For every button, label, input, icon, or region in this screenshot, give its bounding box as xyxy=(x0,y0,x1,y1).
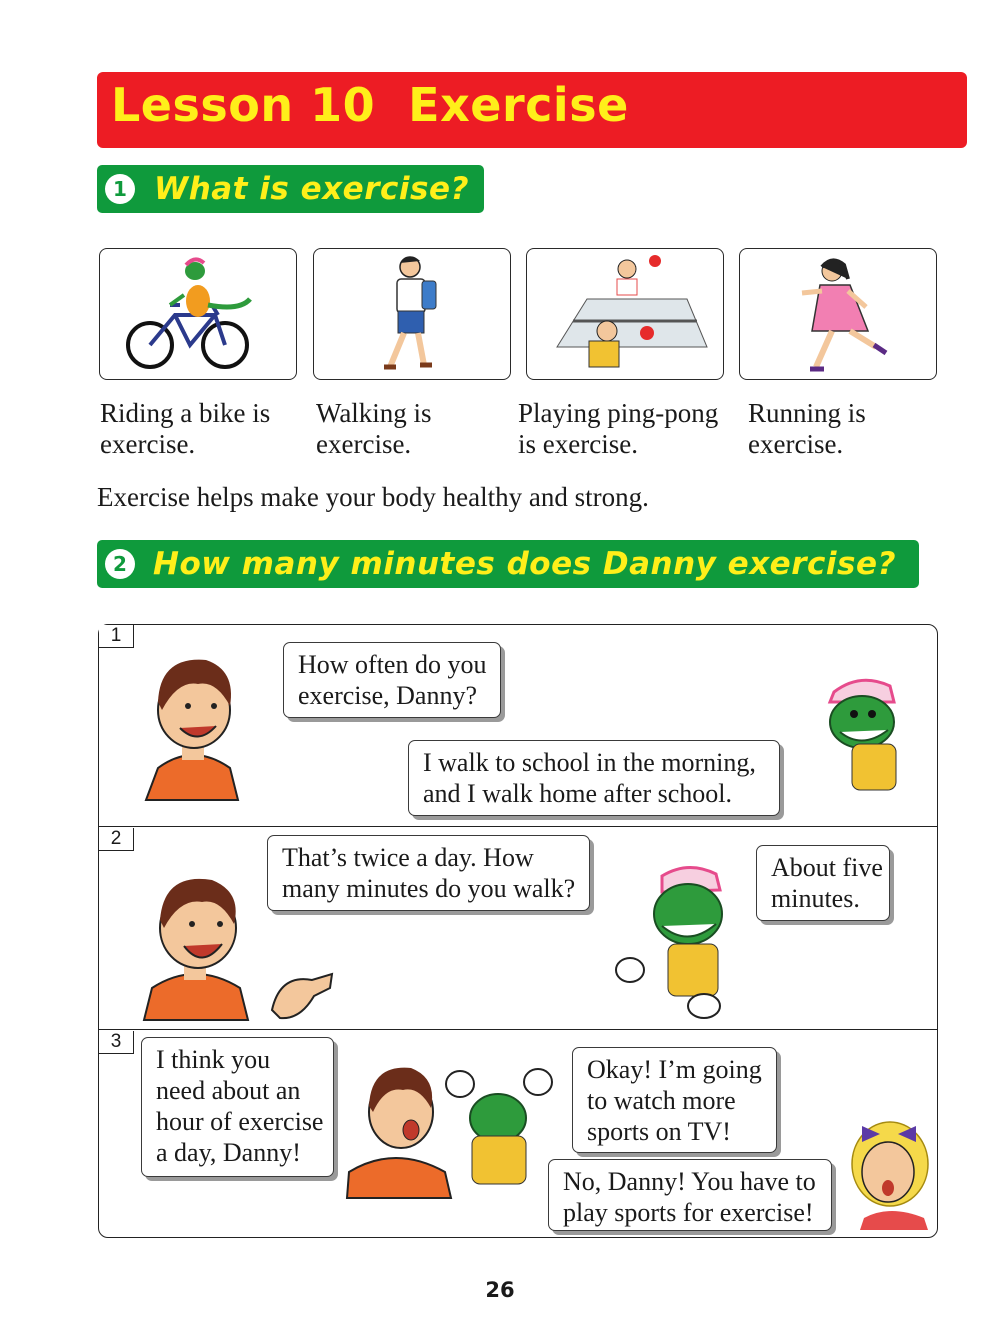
bubble-line: That’s twice a day. How xyxy=(282,843,534,872)
ping-pong-picture xyxy=(526,248,724,380)
bubble-line: and I walk home after school. xyxy=(423,779,733,808)
caption-line: Playing ping-pong xyxy=(518,398,719,428)
section-2-header xyxy=(97,540,919,588)
bubble-line: hour of exercise xyxy=(156,1107,324,1136)
speech-bubble xyxy=(756,845,890,921)
speech-bubble xyxy=(141,1037,334,1177)
bubble-line: play sports for exercise! xyxy=(563,1198,814,1227)
caption-line: Riding a bike is xyxy=(100,398,271,428)
ping-pong-icon xyxy=(527,249,723,379)
caption-line: exercise. xyxy=(316,429,412,459)
bubble-line: minutes. xyxy=(771,884,860,913)
divider xyxy=(98,826,938,827)
bubble-line: many minutes do you walk? xyxy=(282,874,576,903)
section-1-heading: What is exercise? xyxy=(154,171,469,207)
danny-dinosaur-icon xyxy=(612,860,742,1020)
bubble-line: exercise, Danny? xyxy=(298,681,478,710)
panel-number: 3 xyxy=(99,1031,134,1054)
page-number: 26 xyxy=(485,1278,515,1302)
lesson-title: Lesson 10 Exercise xyxy=(111,78,629,132)
walking-picture xyxy=(313,248,511,380)
bubble-line: How often do you xyxy=(298,650,487,679)
speech-bubble xyxy=(267,835,590,911)
speech-bubble xyxy=(408,740,780,816)
panel-number: 1 xyxy=(99,625,134,648)
exercise-sentence: Exercise helps make your body healthy and strong. xyxy=(97,482,649,512)
bubble-line: Okay! I’m going xyxy=(587,1055,762,1084)
bubble-line: sports on TV! xyxy=(587,1117,731,1146)
bike-rider-icon xyxy=(100,249,296,379)
bubble-line: I think you xyxy=(156,1045,271,1074)
caption-line: exercise. xyxy=(100,429,196,459)
bubble-line: I walk to school in the morning, xyxy=(423,748,756,777)
activity-caption-walking xyxy=(316,398,432,460)
activity-caption-bike xyxy=(100,398,270,460)
section-2-number: 2 xyxy=(105,549,135,579)
speech-bubble xyxy=(548,1159,832,1231)
lesson-title-bar xyxy=(97,72,967,148)
activity-caption-ping-pong xyxy=(518,398,718,460)
bubble-line: About five xyxy=(771,853,883,882)
girl-character-icon xyxy=(842,1118,932,1230)
bubble-line: to watch more xyxy=(587,1086,736,1115)
running-picture xyxy=(739,248,937,380)
danny-dinosaur-icon xyxy=(810,672,910,802)
caption-line: is exercise. xyxy=(518,429,638,459)
boy-character-icon xyxy=(138,650,248,805)
bubble-line: need about an xyxy=(156,1076,301,1105)
bubble-line: a day, Danny! xyxy=(156,1138,301,1167)
section-1-number: 1 xyxy=(105,174,135,204)
speech-bubble xyxy=(283,642,501,718)
caption-line: Running is xyxy=(748,398,866,428)
divider xyxy=(98,1029,938,1030)
caption-line: Walking is xyxy=(316,398,432,428)
caption-line: exercise. xyxy=(748,429,844,459)
section-2-heading: How many minutes does Danny exercise? xyxy=(153,546,896,582)
running-girl-icon xyxy=(740,249,936,379)
walking-boy-icon xyxy=(314,249,510,379)
activity-caption-running xyxy=(748,398,866,460)
boy-character-icon xyxy=(345,1060,455,1200)
speech-bubble xyxy=(572,1047,777,1153)
danny-dinosaur-icon xyxy=(442,1068,554,1188)
panel-number: 2 xyxy=(99,828,134,851)
bubble-line: No, Danny! You have to xyxy=(563,1167,816,1196)
bike-picture xyxy=(99,248,297,380)
section-1-header xyxy=(97,165,484,213)
